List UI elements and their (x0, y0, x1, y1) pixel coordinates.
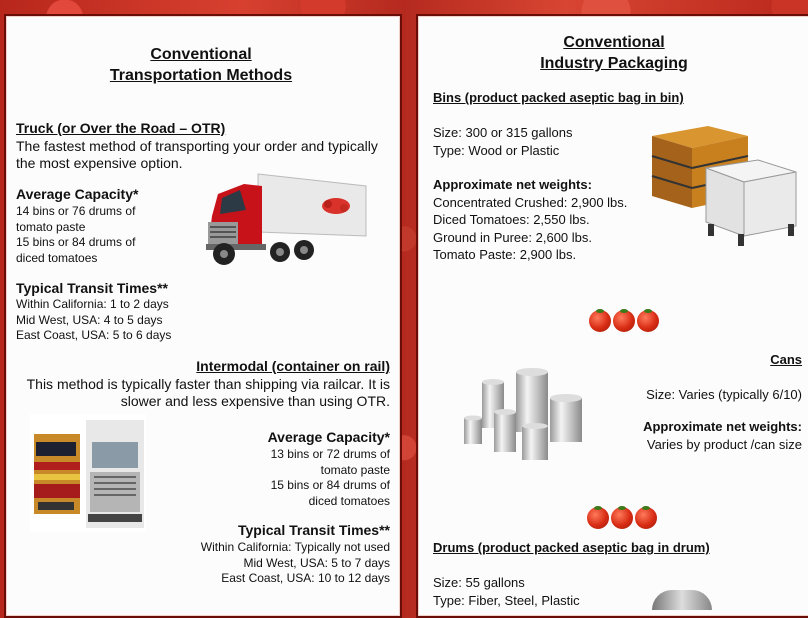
truck-capacity-label: Average Capacity* (16, 186, 139, 202)
bins-image (648, 124, 798, 249)
drum-image (652, 590, 712, 610)
tomato-icon (635, 507, 657, 529)
truck-heading: Truck (or Over the Road – OTR) (16, 120, 226, 136)
truck-transit-label: Typical Transit Times** (16, 280, 168, 296)
intermodal-transit-label: Typical Transit Times** (238, 522, 390, 538)
cans-size: Size: Varies (typically 6/10) (646, 387, 802, 402)
bins-heading: Bins (product packed aseptic bag in bin) (433, 90, 684, 105)
truck-capacity-list: 14 bins or 76 drums of tomato paste 15 bins or 84 drums of diced tomatoes (16, 204, 136, 265)
tomato-divider-2 (586, 507, 658, 534)
train-truck-image (30, 414, 146, 532)
bins-specs: Size: 300 or 315 gallons Type: Wood or Plastic (433, 125, 573, 158)
tomato-icon (637, 310, 659, 332)
cans-heading: Cans (770, 352, 802, 367)
bins-weights: Approximate net weights: Concentrated Crushed: 2,900 lbs. Diced Tomatoes: 2,550 lbs. Ground in Puree: 2,600 lbs. Tomato Paste: 2,900 lbs. (433, 177, 628, 262)
semi-truck-image (198, 166, 370, 276)
intermodal-capacity-list: 13 bins or 72 drums of tomato paste 15 bins or 84 drums of diced tomatoes (270, 447, 390, 508)
truck-transit-list: Within California: 1 to 2 days Mid West, USA: 4 to 5 days East Coast, USA: 5 to 6 days (16, 297, 172, 342)
intermodal-transit-list: Within California: Typically not used Mid West, USA: 5 to 7 days East Coast, USA: 10 to 12 days (200, 540, 390, 585)
cans-weights: Approximate net weights: Varies by product /can size (643, 419, 802, 452)
intermodal-capacity-label: Average Capacity* (267, 429, 390, 445)
drums-heading: Drums (product packed aseptic bag in drum) (433, 540, 710, 555)
transportation-panel (4, 14, 402, 618)
transportation-title: Conventional Transportation Methods (109, 46, 293, 84)
intermodal-description: This method is typically faster than shipping via railcar. It is slower and less expensive than using OTR. (26, 376, 390, 409)
tomato-icon (587, 507, 609, 529)
drums-specs: Size: 55 gallons Type: Fiber, Steel, Plastic (433, 575, 580, 608)
packaging-panel (416, 14, 808, 618)
tomato-divider-1 (588, 310, 660, 337)
tomato-icon (611, 507, 633, 529)
truck-description: The fastest method of transporting your order and typically the most expensive option. (16, 138, 378, 171)
intermodal-heading: Intermodal (container on rail) (196, 358, 390, 374)
tomato-icon (613, 310, 635, 332)
cans-image (462, 366, 612, 462)
tomato-icon (589, 310, 611, 332)
packaging-title: Conventional Industry Packaging (540, 34, 688, 72)
